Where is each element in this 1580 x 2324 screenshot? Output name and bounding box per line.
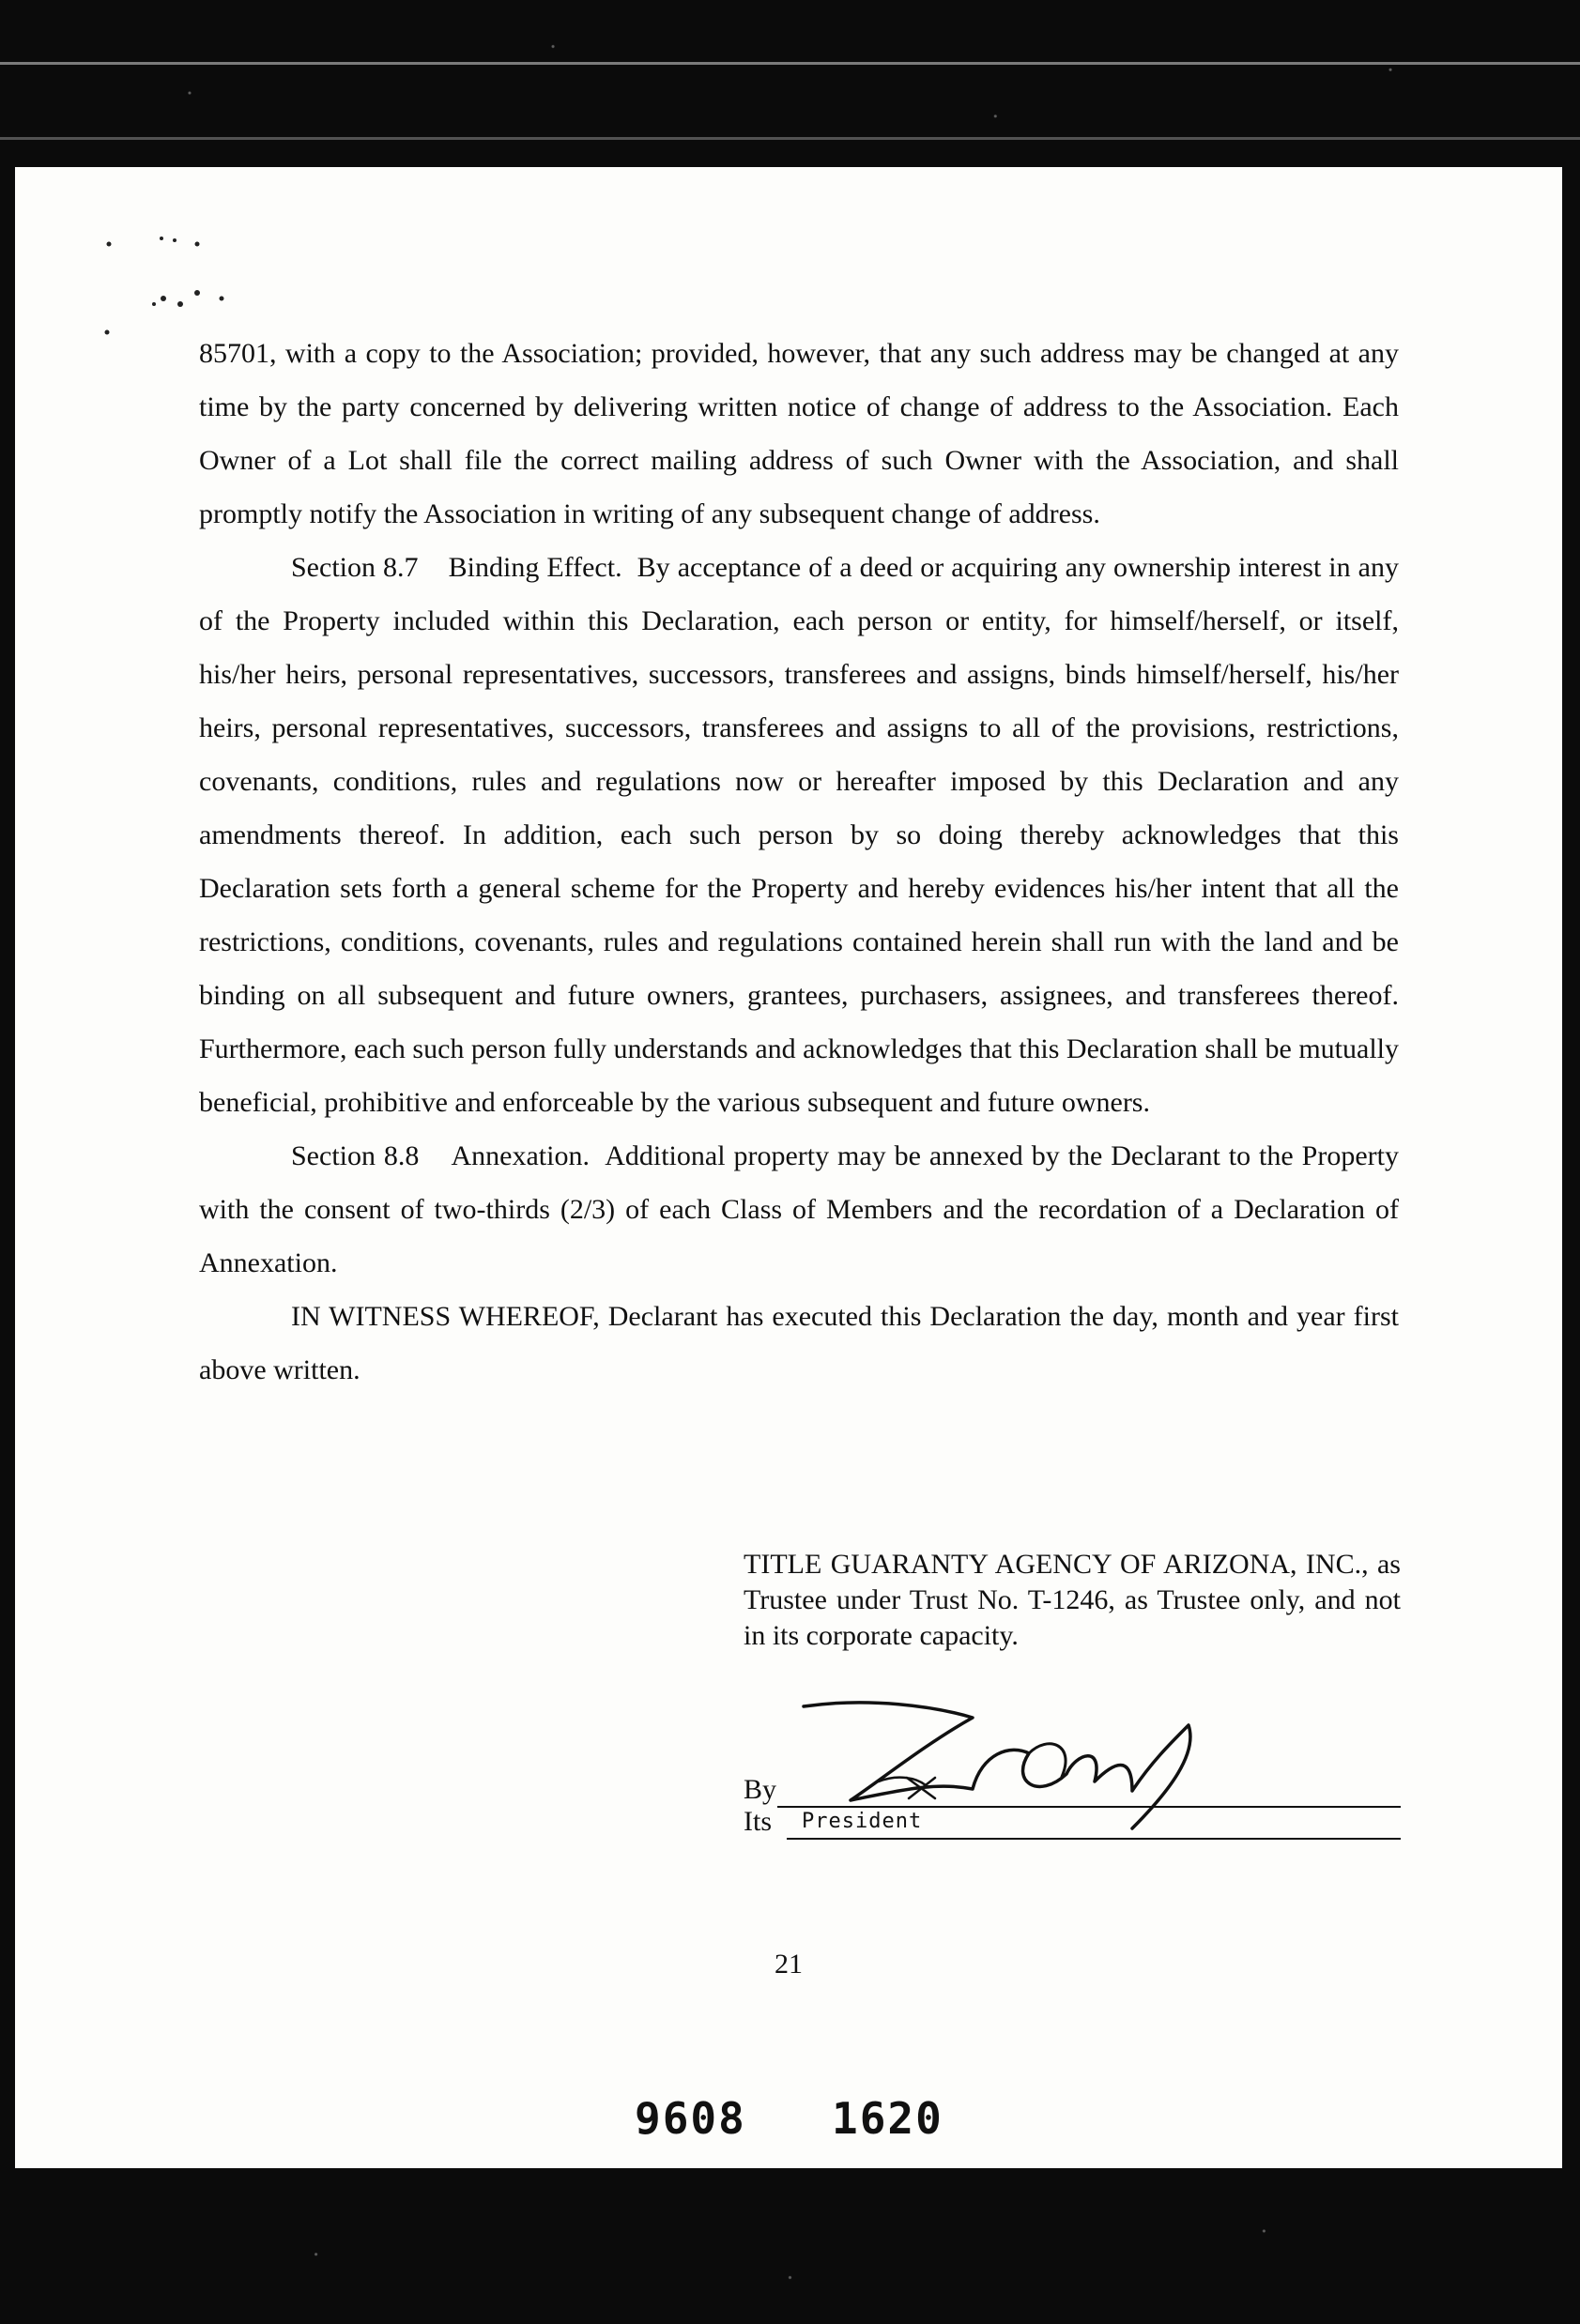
section-title: Annexation. [451, 1140, 590, 1171]
witness-clause [199, 1290, 1399, 1397]
by-rule [777, 1806, 1401, 1808]
signature-entity-block [744, 1547, 1401, 1654]
section-8-8 [199, 1129, 1399, 1290]
section-text: Additional property may be annexed by the Declarant to the Property with the consent of two-thirds (2/3) of each Class of Members and the recordation of a Declaration of Annexation. [199, 1140, 1399, 1278]
document-body [199, 327, 1399, 1397]
recording-book-number: 9608 [635, 2093, 746, 2144]
scan-artifact-line [0, 137, 1580, 140]
paragraph-address [199, 327, 1399, 541]
its-label: Its [744, 1806, 772, 1837]
witness-text: IN WITNESS WHEREOF, Declarant has executed this Declaration the day, month and year first above written. [199, 1301, 1399, 1385]
page-number: 21 [775, 1949, 803, 1980]
section-heading: Section 8.7 [291, 552, 419, 583]
section-text: By acceptance of a deed or acquiring any ownership interest in any of the Property included within this Declaration, each person or entity, for himself/herself, or itself, his/her heirs, personal representatives, successors, transferees and assigns, binds himself/herself, his/her heirs, personal representatives, successors, transferees and assigns to all of the provisions, restrictions, covenants, conditions, rules and regulations now or hereafter imposed by this Declaration and any amendments thereof. In addition, each such person by so doing thereby acknowledges that this Declaration sets forth a general scheme for the Property and hereby evidences his/her intent that all the restrictions, conditions, covenants, rules and regulations contained herein shall run with the land and be binding on all subsequent and future owners, grantees, purchasers, assignees, and transferees thereof. Furthermore, each such person fully understands and acknowledges that this Declaration shall be mutually beneficial, prohibitive and enforceable by the various subsequent and future owners. [199, 552, 1399, 1118]
scan-artifact-line [0, 62, 1580, 65]
signer-title: President [802, 1810, 923, 1833]
section-8-7 [199, 541, 1399, 1129]
by-label: By [744, 1774, 777, 1805]
paragraph-text: 85701, with a copy to the Association; provided, however, that any such address may be changed at any time by the party concerned by delivering written notice of change of address to the Association. Each Owner of a Lot shall file the correct mailing address of such Owner with the Association, and shall promptly notify the Association in writing of any subsequent change of address. [199, 338, 1399, 529]
its-rule [787, 1838, 1401, 1840]
document-page [15, 167, 1562, 2168]
signature-entity: TITLE GUARANTY AGENCY OF ARIZONA, INC., as Trustee under Trust No. T-1246, as Trustee only, and not in its corporate capacity. [744, 1549, 1401, 1651]
section-title: Binding Effect. [448, 552, 622, 583]
recording-page-number: 1620 [832, 2093, 943, 2144]
section-heading: Section 8.8 [291, 1140, 420, 1171]
